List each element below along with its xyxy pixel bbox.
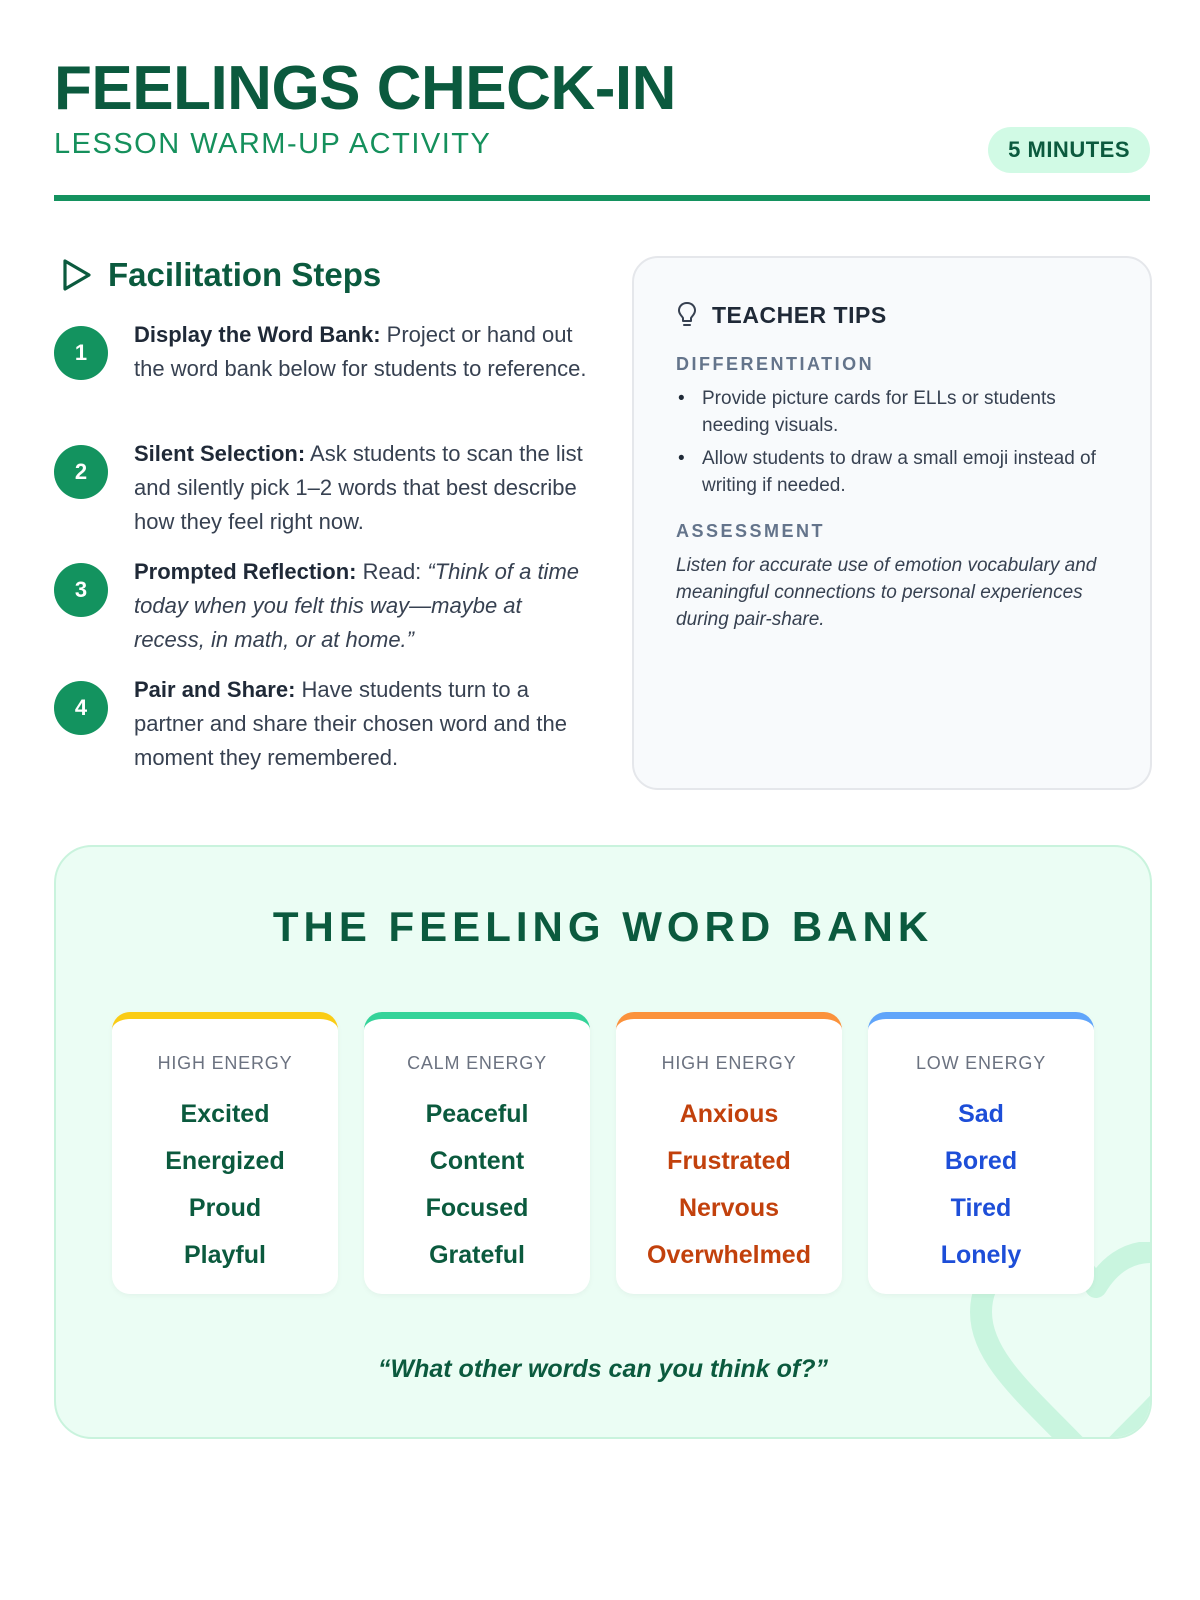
word-bank-panel	[54, 845, 1152, 1439]
feeling-word: Focused	[425, 1194, 529, 1222]
steps-heading: Facilitation Steps	[108, 256, 382, 293]
header-divider	[54, 195, 1150, 201]
step-item	[54, 673, 594, 775]
step-body: Have students turn to a partner and share their chosen word and the moment they remembered.	[134, 677, 567, 770]
lightbulb-icon	[676, 301, 698, 329]
step-number: 4	[54, 681, 108, 735]
feeling-word: Anxious	[679, 1100, 779, 1128]
step-number: 1	[54, 326, 108, 380]
feeling-word: Proud	[188, 1194, 262, 1222]
step-item	[54, 437, 594, 539]
card-word-list	[616, 1091, 842, 1279]
step-item	[54, 318, 594, 386]
step-number: 2	[54, 445, 108, 499]
step-text	[134, 318, 594, 386]
step-lead: Silent Selection:	[134, 441, 306, 466]
list-item: • Provide picture cards for ELLs or students needing visuals.	[676, 385, 1108, 439]
differentiation-list	[676, 385, 1108, 499]
tips-heading-row	[676, 298, 1108, 332]
play-icon	[58, 257, 94, 293]
feeling-word: Playful	[184, 1241, 266, 1269]
step-lead: Prompted Reflection:	[134, 559, 357, 584]
card-energy-label: CALM ENERGY	[407, 1053, 547, 1073]
card-energy-label: HIGH ENERGY	[157, 1053, 293, 1073]
duration-badge: 5 MINUTES	[988, 127, 1150, 173]
feeling-word: Nervous	[678, 1194, 780, 1222]
word-card	[112, 1012, 338, 1294]
feeling-word: Frustrated	[667, 1147, 791, 1175]
step-quote: “Think of a time today when you felt this way—maybe at recess, in math, or at home.”	[134, 559, 580, 652]
feeling-word: Peaceful	[425, 1100, 529, 1128]
word-bank-cards	[112, 1012, 1096, 1294]
list-item: • Allow students to draw a small emoji instead of writing if needed.	[676, 445, 1108, 499]
card-word-list	[868, 1091, 1094, 1279]
feeling-word: Grateful	[429, 1241, 525, 1269]
word-card	[364, 1012, 590, 1294]
page-header	[54, 54, 1150, 204]
word-bank-title: THE FEELING WORD BANK	[272, 903, 934, 950]
step-body: Ask students to scan the list and silently pick 1–2 words that best describe how they feel right now.	[134, 441, 583, 534]
card-word-list	[112, 1091, 338, 1279]
assessment-label: ASSESSMENT	[676, 521, 826, 541]
feeling-word: Content	[429, 1147, 525, 1175]
feeling-word: Sad	[958, 1100, 1004, 1128]
steps-heading-row	[54, 252, 594, 298]
page-title: FEELINGS CHECK-IN	[54, 54, 676, 123]
teacher-tips-card	[632, 256, 1152, 790]
step-text	[134, 437, 594, 539]
word-bank-question: “What other words can you think of?”	[378, 1355, 828, 1383]
feeling-word: Tired	[950, 1194, 1012, 1222]
step-item	[54, 555, 594, 657]
card-energy-label: LOW ENERGY	[915, 1053, 1047, 1073]
feeling-word: Energized	[165, 1147, 285, 1175]
feeling-word: Bored	[944, 1147, 1018, 1175]
feeling-word: Overwhelmed	[647, 1241, 811, 1269]
card-word-list	[364, 1091, 590, 1279]
feeling-word: Lonely	[940, 1241, 1022, 1269]
facilitation-steps-section	[54, 252, 594, 770]
step-text	[134, 673, 594, 775]
step-lead: Display the Word Bank:	[134, 322, 381, 347]
step-body: Project or hand out the word bank below for students to reference.	[134, 322, 587, 381]
tips-title: TEACHER TIPS	[712, 301, 887, 328]
step-body: Read:	[356, 559, 428, 584]
page-subtitle: LESSON WARM-UP ACTIVITY	[54, 128, 492, 160]
word-card	[868, 1012, 1094, 1294]
step-lead: Pair and Share:	[134, 677, 296, 702]
feeling-word: Excited	[180, 1100, 270, 1128]
card-energy-label: HIGH ENERGY	[661, 1053, 797, 1073]
differentiation-label: DIFFERENTIATION	[676, 354, 875, 374]
step-number: 3	[54, 563, 108, 617]
step-text	[134, 555, 594, 657]
assessment-text: Listen for accurate use of emotion vocabulary and meaningful connections to personal experiences during pair-share.	[676, 555, 1097, 630]
word-card	[616, 1012, 842, 1294]
